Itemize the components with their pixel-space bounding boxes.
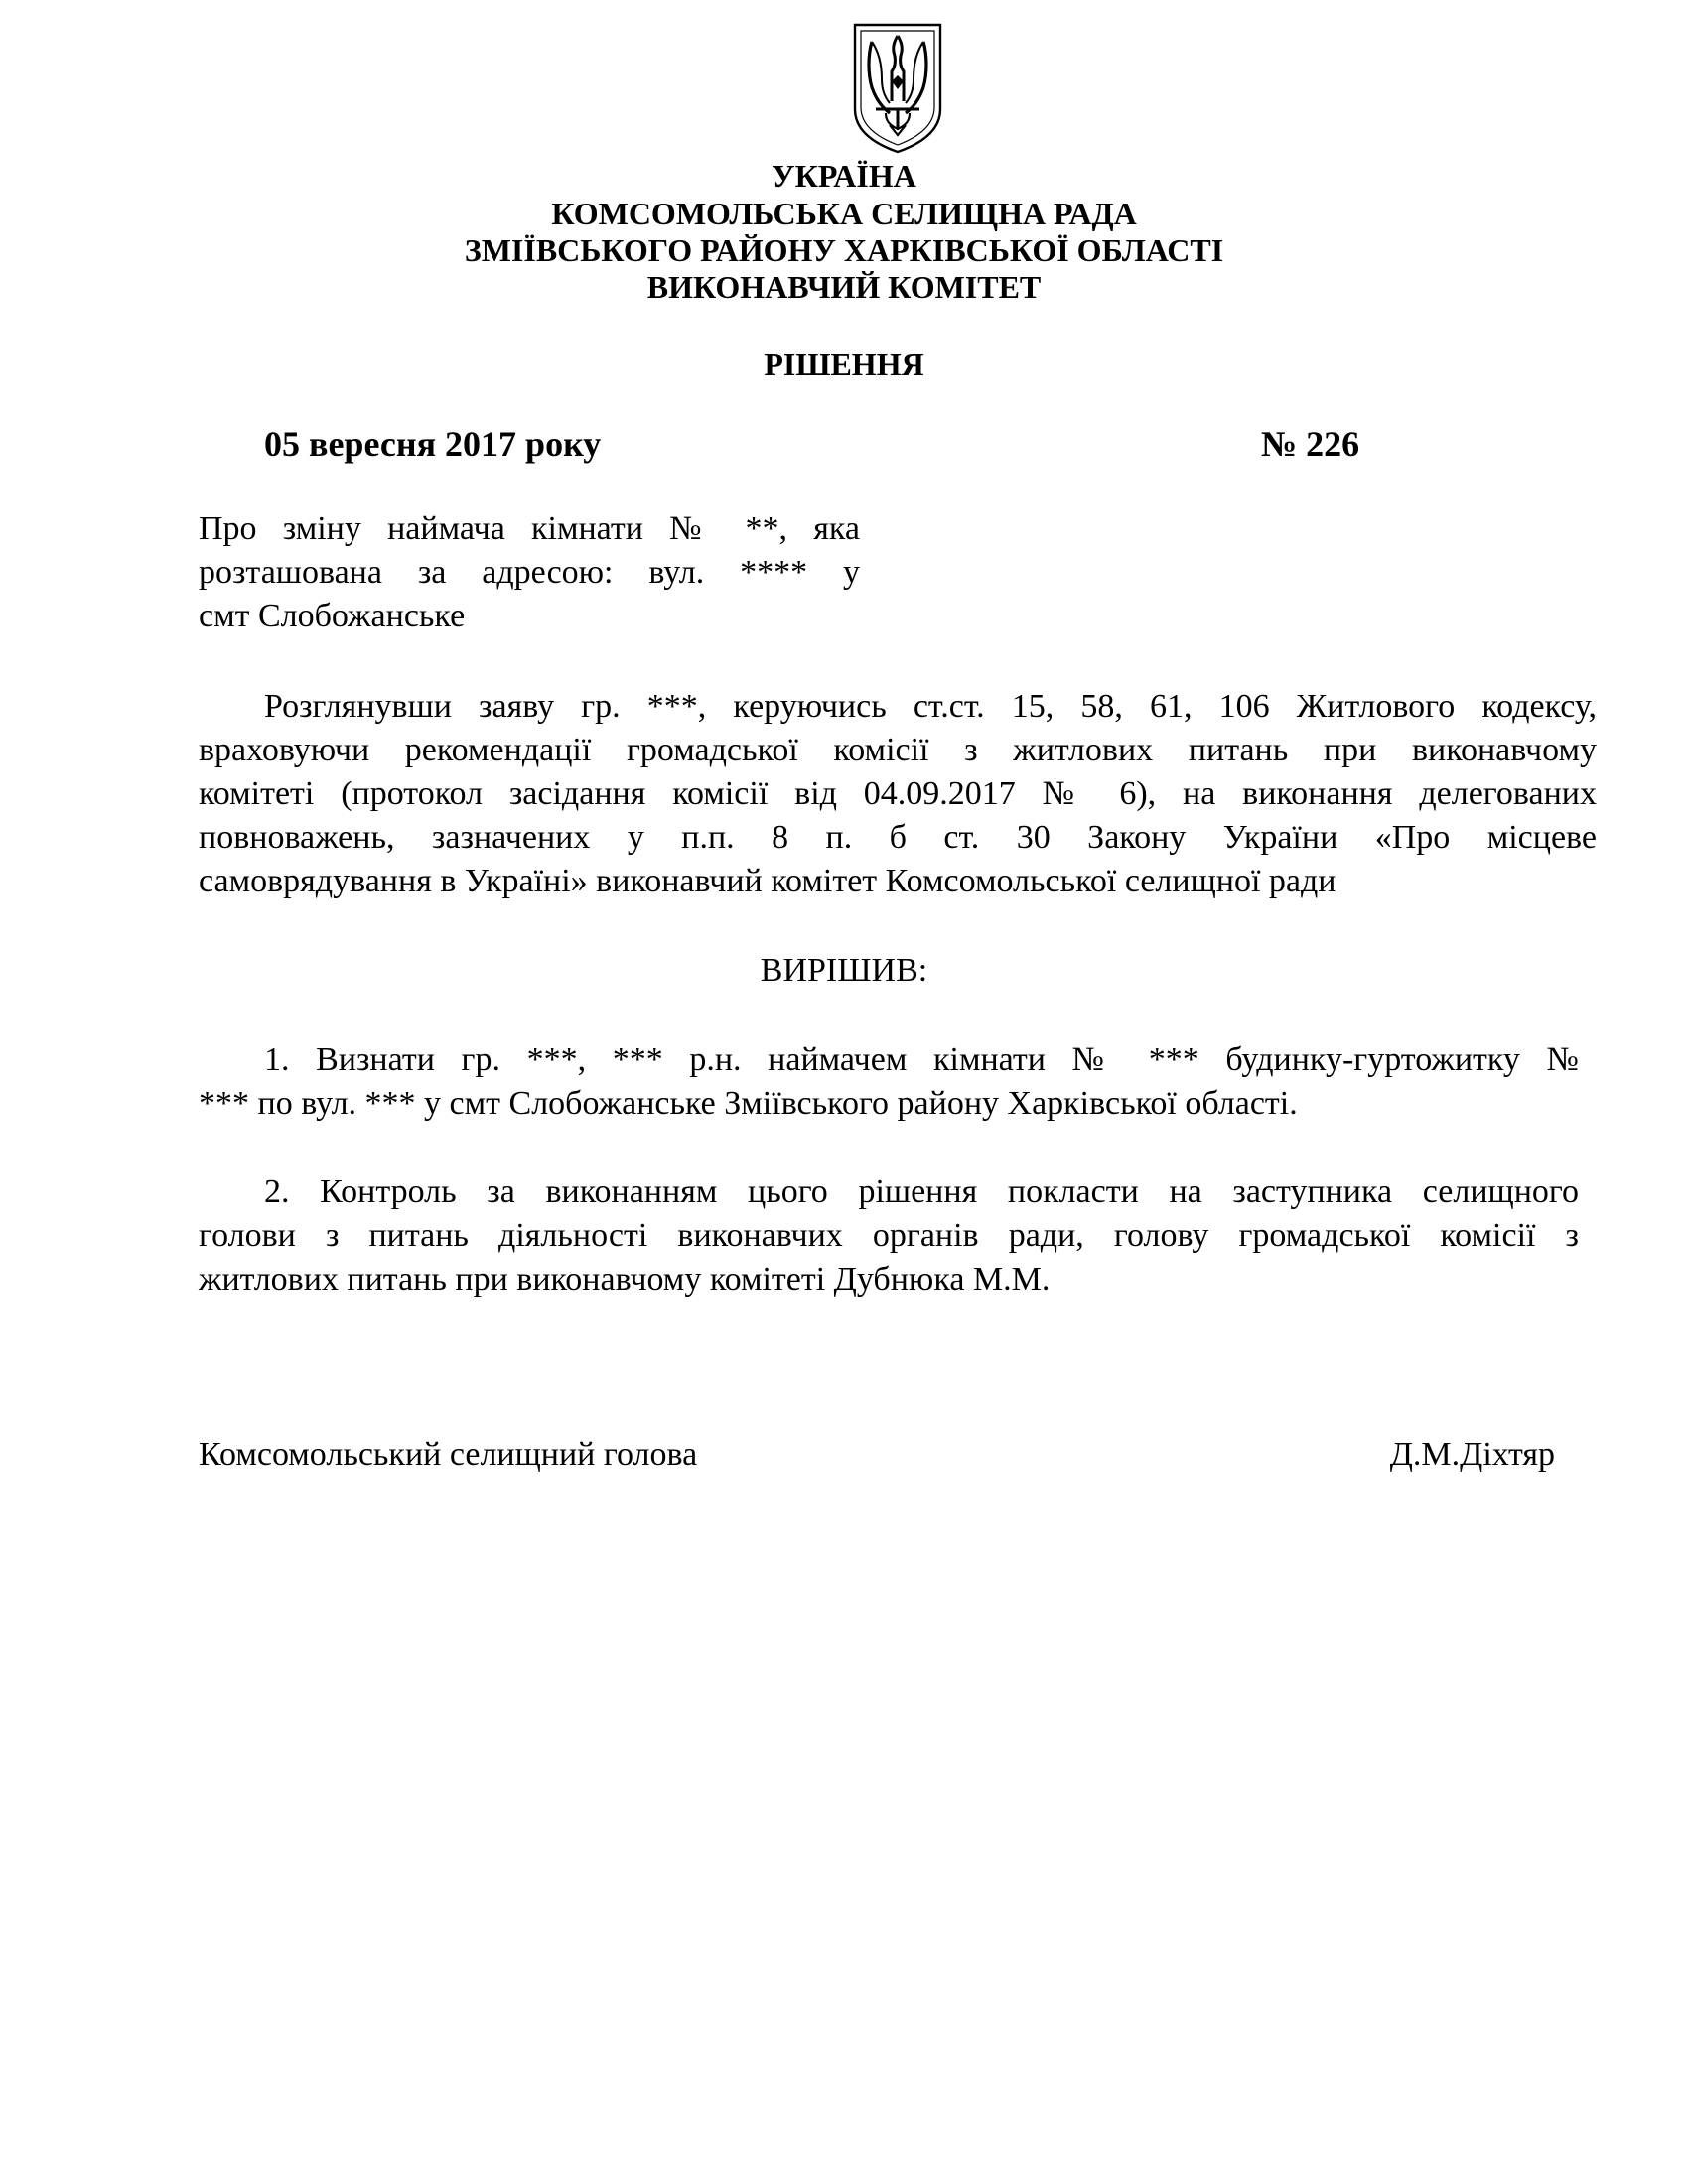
- decision-item-1: [199, 1038, 1579, 1126]
- decision-number: № 226: [1261, 424, 1360, 464]
- preamble-line: Розглянувши заяву гр. ***, керуючись ст.ст. 15, 58, 61, 106 Житлового кодексу,: [264, 688, 1597, 725]
- item-line: голови з питань діяльності виконавчих органів ради, голову громадської комісії з: [199, 1217, 1579, 1254]
- decision-date: 05 вересня 2017 року: [264, 424, 602, 464]
- country-name: УКРАЇНА: [772, 158, 916, 194]
- district-name: ЗМІЇВСЬКОГО РАЙОНУ ХАРКІВСЬКОЇ ОБЛАСТІ: [464, 232, 1224, 268]
- preamble-line: враховуючи рекомендації громадської комісії з житлових питань при виконавчому: [199, 732, 1597, 768]
- decision-heading: ВИРІШИВ:: [760, 952, 928, 989]
- item-line: житлових питань при виконавчому комітеті Дубнюка М.М.: [199, 1261, 1051, 1297]
- decision-subject: [199, 507, 860, 638]
- item-line: 2. Контроль за виконанням цього рішення покласти на заступника селищного: [264, 1173, 1579, 1210]
- council-name: КОМСОМОЛЬСЬКА СЕЛИЩНА РАДА: [551, 196, 1137, 231]
- subject-line: смт Слобожанське: [199, 598, 466, 634]
- committee-name: ВИКОНАВЧИЙ КОМІТЕТ: [646, 269, 1042, 305]
- preamble-line: самоврядування в Україні» виконавчий комітет Комсомольської селищної ради: [199, 863, 1336, 899]
- decision-item-2: [199, 1170, 1579, 1301]
- item-line: *** по вул. *** у смт Слобожанське Зміївського району Харківської області.: [199, 1085, 1298, 1122]
- item-line: 1. Визнати гр. ***, *** р.н. наймачем кімнати № *** будинку-гуртожитку №: [264, 1041, 1579, 1078]
- signatory-name: Д.М.Діхтяр: [1389, 1436, 1555, 1473]
- preamble-line: комітеті (протокол засідання комісії від 04.09.2017 № 6), на виконання делегованих: [199, 775, 1597, 812]
- document-type: РІШЕННЯ: [764, 346, 924, 382]
- subject-line: Про зміну наймача кімнати № **, яка: [199, 510, 860, 547]
- preamble-paragraph: [199, 685, 1597, 903]
- preamble-line: повноважень, зазначених у п.п. 8 п. б ст. 30 Закону України «Про місцеве: [199, 819, 1597, 856]
- signatory-position: Комсомольський селищний голова: [199, 1436, 698, 1473]
- trident-emblem-icon: [852, 22, 943, 155]
- subject-line: розташована за адресою: вул. **** у: [199, 554, 860, 591]
